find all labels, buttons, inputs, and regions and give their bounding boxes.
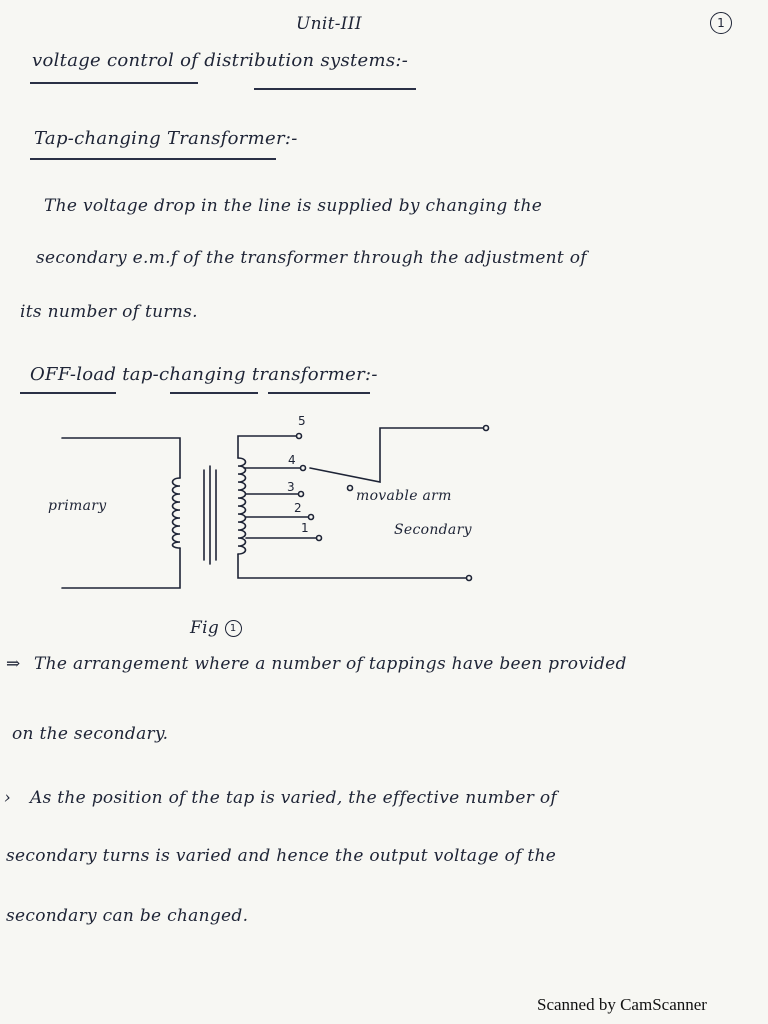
paragraph-line-1: The voltage drop in the line is supplied by changing the [44,196,543,216]
tap-label-5: 5 [298,414,306,428]
tap-label-4: 4 [288,453,296,467]
figure-caption [190,618,242,638]
scanner-footer: Scanned by CamScanner [537,995,707,1014]
primary-winding [173,478,181,548]
point-1-line-1: The arrangement where a number of tappings have been provided [34,654,627,674]
movable-arm-label: movable arm [356,488,452,504]
point-1-arrow-icon: ⇒ [6,654,21,674]
figure-caption-text: Fig [190,618,220,638]
primary-bottom-lead [62,548,180,588]
tap-5-terminal [297,434,302,439]
section-heading: voltage control of distribution systems:- [32,50,409,71]
point-1-line-2: on the secondary. [12,724,169,744]
figure-number-circle: 1 [225,620,242,637]
point-2-line-3: secondary can be changed. [6,906,249,926]
tap-4-terminal [301,466,306,471]
secondary-label: Secondary [394,522,472,538]
tap-1-terminal [317,536,322,541]
paragraph-line-2: secondary e.m.f of the transformer through the adjustment of [36,248,587,268]
point-2-line-2: secondary turns is varied and hence the output voltage of the [6,846,557,866]
unit-title: Unit-III [296,14,362,34]
primary-top-lead [62,438,180,478]
paragraph-line-3: its number of turns. [20,302,198,322]
subheading-tap-changing: Tap-changing Transformer:- [34,128,298,149]
page-number-circle: 1 [710,12,732,34]
secondary-top-terminal [484,426,489,431]
tap-3-terminal [299,492,304,497]
secondary-winding [238,458,246,554]
tap-label-1: 1 [301,521,309,535]
tap-label-2: 2 [294,501,302,515]
movable-arm [310,428,483,482]
tap-2-terminal [309,515,314,520]
point-2-arrow-icon: › [4,788,12,808]
primary-label: primary [48,498,107,514]
secondary-bottom-lead [238,554,466,578]
secondary-bottom-terminal [467,576,472,581]
subheading-off-load: OFF-load tap-changing transformer:- [30,364,378,385]
tap-label-3: 3 [287,480,295,494]
movable-arm-pivot [348,486,353,491]
point-2-line-1: As the position of the tap is varied, the effective number of [30,788,557,808]
